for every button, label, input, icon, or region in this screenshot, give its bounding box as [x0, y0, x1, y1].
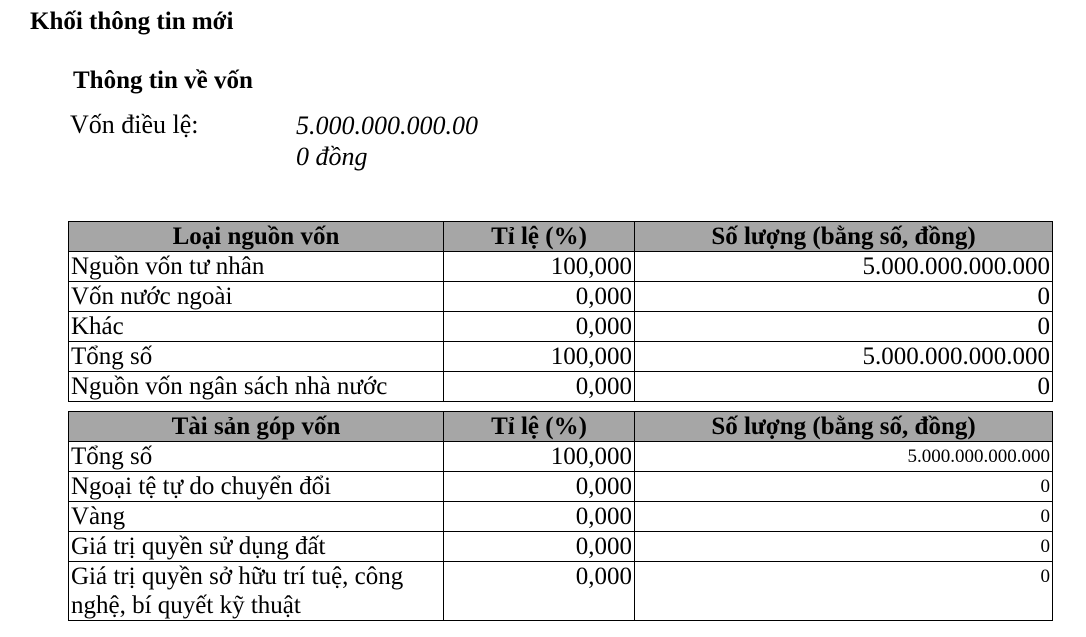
- charter-capital-value: [296, 110, 478, 172]
- ratio-cell: 0,000: [444, 282, 635, 312]
- asset-type-cell: Vàng: [69, 502, 444, 532]
- table-row: [69, 532, 1053, 562]
- header-amount: Số lượng (bằng số, đồng): [635, 222, 1053, 252]
- source-type-cell: Vốn nước ngoài: [69, 282, 444, 312]
- header-ratio: Tỉ lệ (%): [444, 412, 635, 442]
- ratio-cell: 0,000: [444, 502, 635, 532]
- amount-cell: 5.000.000.000.000: [635, 252, 1053, 282]
- table-row: [69, 562, 1053, 621]
- amount-cell: 0: [635, 282, 1053, 312]
- asset-type-cell: Giá trị quyền sở hữu trí tuệ, công nghệ, bí quyết kỹ thuật: [69, 562, 444, 621]
- ratio-cell: 0,000: [444, 312, 635, 342]
- table-row: [69, 502, 1053, 532]
- ratio-cell: 0,000: [444, 532, 635, 562]
- table-header-row: [69, 412, 1053, 442]
- table-header-row: [69, 222, 1053, 252]
- ratio-cell: 100,000: [444, 252, 635, 282]
- charter-capital-label: Vốn điều lệ:: [70, 110, 199, 139]
- ratio-cell: 0,000: [444, 562, 635, 621]
- header-amount: Số lượng (bằng số, đồng): [635, 412, 1053, 442]
- ratio-cell: 0,000: [444, 372, 635, 402]
- amount-cell: 5.000.000.000.000: [635, 442, 1053, 472]
- header-ratio: Tỉ lệ (%): [444, 222, 635, 252]
- amount-cell: 0: [635, 532, 1053, 562]
- table-row: [69, 442, 1053, 472]
- block-title: Khối thông tin mới: [30, 8, 234, 35]
- asset-type-cell: Tổng số: [69, 442, 444, 472]
- amount-cell: 0: [635, 372, 1053, 402]
- table-row: [69, 312, 1053, 342]
- capital-sources-table: [68, 221, 1053, 402]
- amount-cell: 0: [635, 502, 1053, 532]
- source-type-cell: Nguồn vốn ngân sách nhà nước: [69, 372, 444, 402]
- ratio-cell: 100,000: [444, 442, 635, 472]
- amount-cell: 5.000.000.000.000: [635, 342, 1053, 372]
- amount-cell: 0: [635, 562, 1053, 621]
- source-type-cell: Tổng số: [69, 342, 444, 372]
- contributed-assets-table: [68, 411, 1053, 621]
- table-row: [69, 252, 1053, 282]
- amount-cell: 0: [635, 312, 1053, 342]
- table-row: [69, 472, 1053, 502]
- table-row: [69, 342, 1053, 372]
- header-source-type: Loại nguồn vốn: [69, 222, 444, 252]
- source-type-cell: Khác: [69, 312, 444, 342]
- ratio-cell: 100,000: [444, 342, 635, 372]
- asset-type-cell: Giá trị quyền sử dụng đất: [69, 532, 444, 562]
- amount-cell: 0: [635, 472, 1053, 502]
- ratio-cell: 0,000: [444, 472, 635, 502]
- charter-capital-value-line1: 5.000.000.000.00: [296, 111, 478, 140]
- table-row: [69, 372, 1053, 402]
- charter-capital-value-line2: 0 đồng: [296, 142, 368, 171]
- source-type-cell: Nguồn vốn tư nhân: [69, 252, 444, 282]
- header-asset-type: Tài sản góp vốn: [69, 412, 444, 442]
- asset-type-cell: Ngoại tệ tự do chuyển đổi: [69, 472, 444, 502]
- table-row: [69, 282, 1053, 312]
- section-title: Thông tin về vốn: [73, 67, 253, 94]
